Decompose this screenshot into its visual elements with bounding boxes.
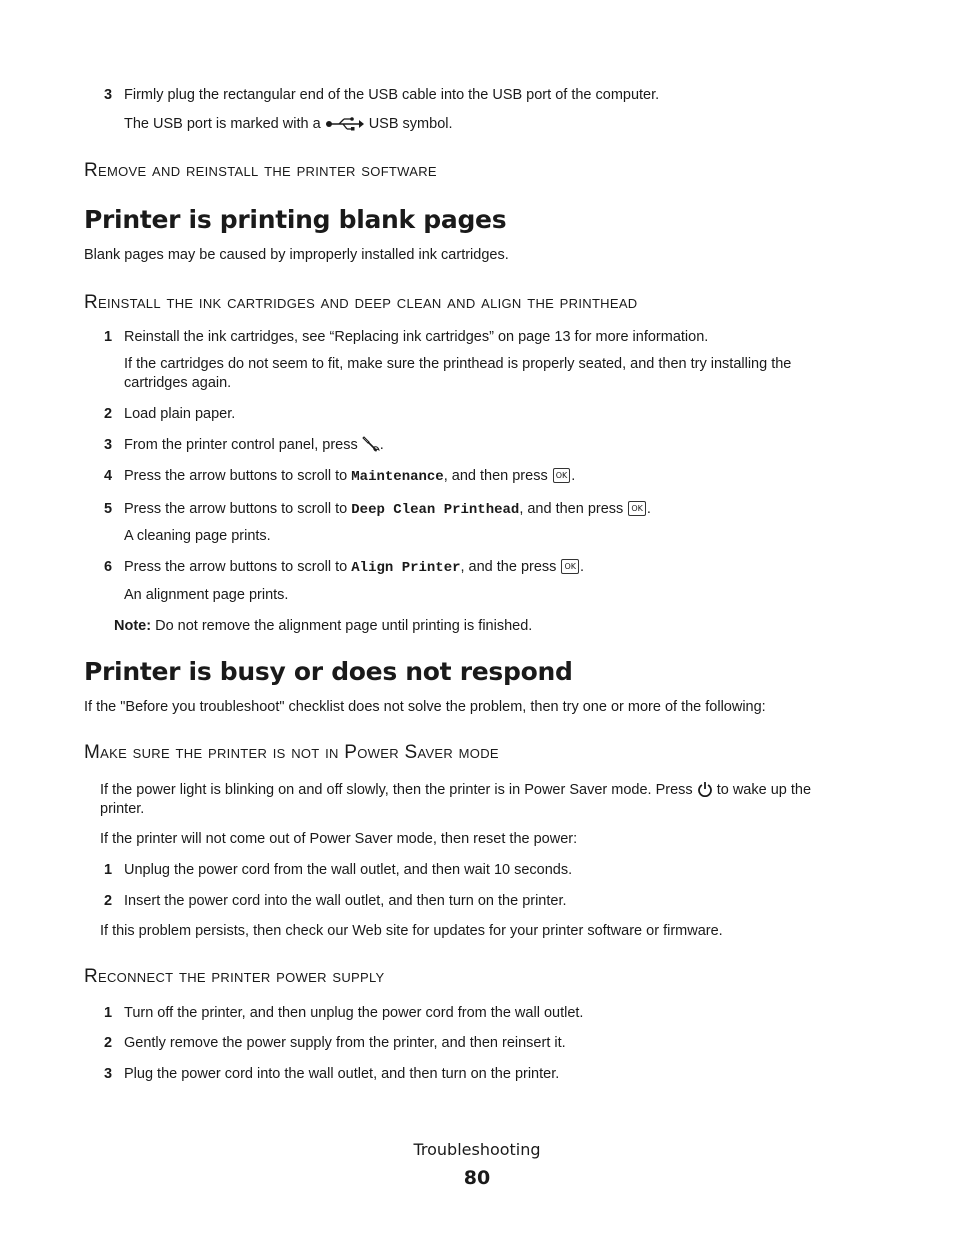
step-text-pre: Press the arrow buttons to scroll to — [124, 501, 348, 517]
step-text-pre: Press the arrow buttons to scroll to — [124, 559, 348, 575]
subheading-remove-reinstall: Remove and reinstall the printer software — [84, 160, 437, 181]
ok-button-icon: OK — [628, 501, 646, 516]
section-intro: Blank pages may be caused by improperly installed ink cartridges. — [84, 247, 509, 263]
step-subtext — [124, 115, 453, 137]
step-text — [124, 436, 384, 458]
step-text: Load plain paper. — [124, 406, 236, 422]
menu-item-maintenance: Maintenance — [351, 469, 444, 485]
step-text-post: , and the press — [460, 559, 557, 575]
step-number: 6 — [104, 559, 113, 575]
step-number: 1 — [104, 329, 113, 345]
step-text: Press the arrow buttons to scroll to Deep Clean Printhead, and then press OK . — [124, 501, 651, 518]
step-text-pre: Press the arrow buttons to scroll to — [124, 468, 348, 484]
step-text: Reinstall the ink cartridges, see “Replacing ink cartridges” on page 13 for more information. — [124, 329, 709, 345]
step-number: 2 — [104, 1035, 113, 1051]
step-subtext: A cleaning page prints. — [124, 528, 271, 544]
ok-button-icon: OK — [561, 559, 579, 574]
note — [114, 617, 532, 636]
step-text: Press the arrow buttons to scroll to Maintenance, and then press OK . — [124, 468, 576, 485]
step-text-post: . — [379, 437, 384, 453]
step-text-post: , and then press — [443, 468, 548, 484]
step-number: 4 — [104, 468, 113, 484]
section-title-blank-pages: Printer is printing blank pages — [84, 205, 507, 234]
ok-button-icon: OK — [553, 468, 571, 483]
step-text: Press the arrow buttons to scroll to Align Printer, and the press OK . — [124, 559, 585, 576]
step-text: Insert the power cord into the wall outlet, and then turn on the printer. — [124, 893, 567, 909]
paragraph-text: If the power light is blinking on and off slowly, then the printer is in Power Saver mode. Press — [100, 782, 693, 798]
paragraph-text: to wake up the — [716, 782, 812, 798]
paragraph — [100, 781, 811, 803]
step-number: 3 — [104, 1066, 113, 1082]
step-subtext: An alignment page prints. — [124, 587, 289, 603]
section-intro: If the "Before you troubleshoot" checklist does not solve the problem, then try one or more of the following: — [84, 699, 766, 715]
step-subtext: If the cartridges do not seem to fit, make sure the printhead is properly seated, and then try installing the — [124, 356, 792, 372]
wrench-icon — [362, 436, 380, 458]
step-text: Unplug the power cord from the wall outlet, and then wait 10 seconds. — [124, 862, 573, 878]
subheading-reinstall-ink: Reinstall the ink cartridges and deep clean and align the printhead — [84, 292, 638, 313]
step-text: Firmly plug the rectangular end of the USB cable into the USB port of the computer. — [124, 87, 660, 103]
note-label: Note: — [114, 618, 152, 634]
page-number: 80 — [463, 1167, 491, 1189]
step-text: Turn off the printer, and then unplug the power cord from the wall outlet. — [124, 1005, 584, 1021]
section-title-busy: Printer is busy or does not respond — [84, 657, 573, 686]
step-text: Plug the power cord into the wall outlet, and then turn on the printer. — [124, 1066, 560, 1082]
paragraph-cont: printer. — [100, 801, 145, 817]
menu-item-deep-clean: Deep Clean Printhead — [351, 502, 520, 518]
step-subtext: cartridges again. — [124, 375, 232, 391]
step-number: 1 — [104, 862, 113, 878]
step-number: 3 — [104, 437, 113, 453]
step-number: 3 — [104, 87, 113, 103]
power-icon — [697, 781, 713, 803]
step-number: 5 — [104, 501, 113, 517]
footer-section-title: Troubleshooting — [413, 1140, 541, 1159]
step-number: 2 — [104, 893, 113, 909]
step-text-pre: From the printer control panel, press — [124, 437, 358, 453]
paragraph: If this problem persists, then check our Web site for updates for your printer software or firmware. — [100, 923, 723, 939]
usb-note-post: USB symbol. — [368, 116, 453, 132]
subheading-power-saver: Make sure the printer is not in Power Saver mode — [84, 742, 499, 763]
menu-item-align-printer: Align Printer — [351, 560, 461, 576]
paragraph: If the printer will not come out of Power Saver mode, then reset the power: — [100, 831, 578, 847]
step-number: 2 — [104, 406, 113, 422]
step-number: 1 — [104, 1005, 113, 1021]
note-text: Do not remove the alignment page until printing is finished. — [155, 618, 533, 634]
subheading-reconnect: Reconnect the printer power supply — [84, 966, 385, 987]
step-text-post: , and then press — [519, 501, 624, 517]
usb-icon — [325, 117, 365, 137]
usb-note-pre: The USB port is marked with a — [124, 116, 321, 132]
step-text: Gently remove the power supply from the printer, and then reinsert it. — [124, 1035, 566, 1051]
